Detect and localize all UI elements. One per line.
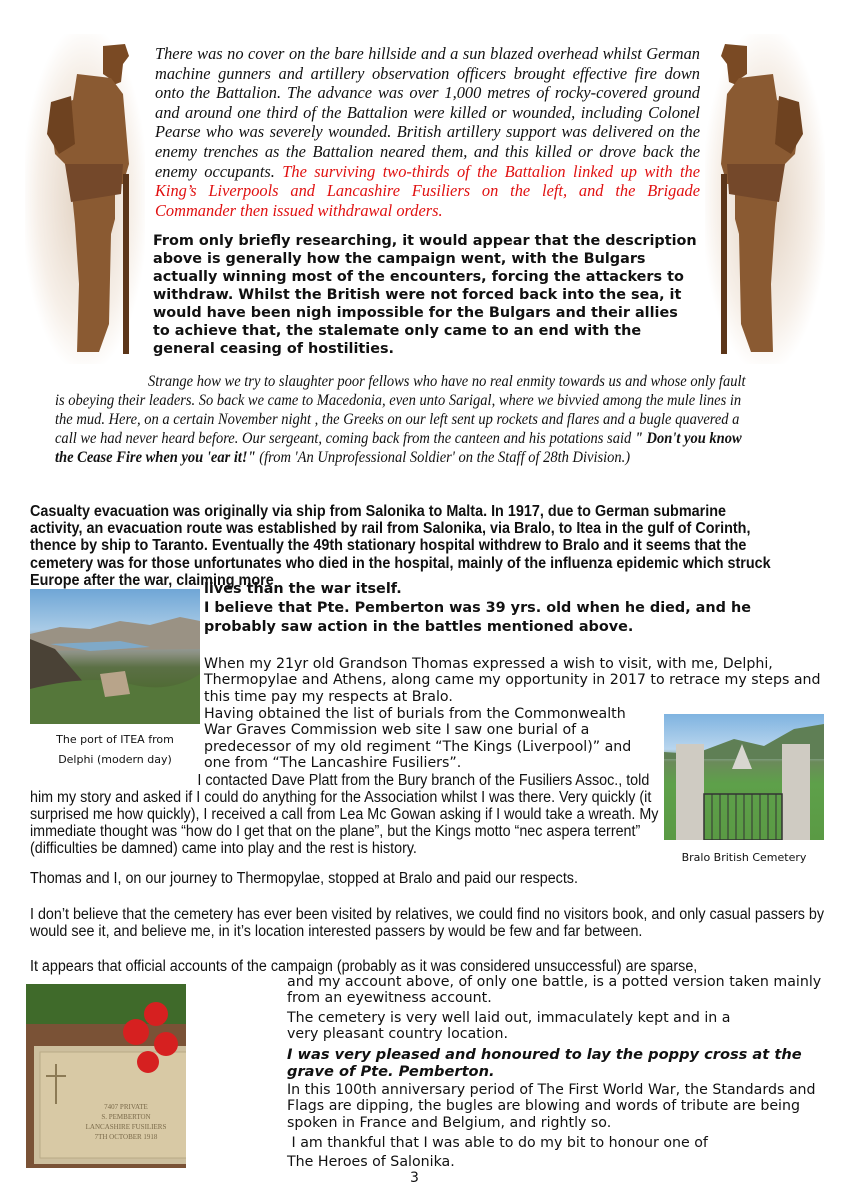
cwgc-paragraph: Having obtained the list of burials from the Commonwealth War Graves Commission web site I saw one burial of a predecessor of my old regiment “The Kings (Liverpool)” and one from “The Lancashire Fusiliers”. (204, 706, 632, 772)
soldier-silhouette-icon (25, 34, 145, 364)
battle-account-quote (155, 44, 700, 220)
soldier-silhouette-icon (705, 34, 825, 364)
visit-paragraph: When my 21yr old Grandson Thomas expressed a wish to visit, with me, Delphi, Thermopylae and Athens, along came my opportunity in 2017 to retrace my steps and this time pay my respects at Bralo. (204, 656, 821, 705)
quote-bold-phrase: " Don't you know the Cease Fire when you 'ear it!" (55, 430, 742, 466)
quote-source: (from 'An Unprofessional Soldier' on the Staff of 28th Division.) (255, 449, 631, 466)
bralo-cemetery-photo (664, 714, 824, 840)
accounts-paragraph-line1: It appears that official accounts of the campaign (probably as it was considered unsuccessful) are sparse, (30, 958, 698, 975)
journey-paragraph: Thomas and I, on our journey to Thermopylae, stopped at Bralo and paid our respects. (30, 870, 578, 887)
cemetery-gate-icon (664, 714, 824, 840)
contact-paragraph (30, 772, 672, 857)
pemberton-age-note: I believe that Pte. Pemberton was 39 yrs. old when he died, and he probably saw action in the battles mentioned above. (204, 600, 751, 635)
accounts-paragraph-rest: and my account above, of only one battle, is a potted version taken mainly from an eyewitness account. (287, 974, 822, 1007)
anniversary-paragraph: In this 100th anniversary period of The First World War, the Standards and Flags are dipping, the bugles are blowing and words of tribute are being spoken in France and Belgium, and rightly so. (287, 1082, 816, 1131)
quote-text: Strange how we try to slaughter poor fellows who have no real enmity towards us and whose only fault is obeying their leaders. So back we came to Macedonia, even unto Sarigal, where we bivvied among the mule lines in the mud. Here, on a certain November night , the Greeks on our left sent up rockets and flares and a bugle quavered a call we had never heard before. Our sergeant, coming back from the canteen and his potations said (55, 373, 746, 447)
thankful-line: I am thankful that I was able to do my bit to honour one of (287, 1135, 708, 1151)
inscription-line: S. PEMBERTON (101, 1113, 151, 1121)
inscription-line: 7TH OCTOBER 1918 (94, 1133, 158, 1141)
caption-line: Delphi (modern day) (58, 753, 172, 766)
page-number: 3 (410, 1170, 419, 1186)
soldier-statue-image-right (705, 34, 825, 364)
headstone-inscription (76, 1102, 176, 1142)
pemberton-grave-photo (26, 984, 186, 1168)
landscape-icon (30, 589, 200, 724)
cemetery-paragraph: The cemetery is very well laid out, immaculately kept and in a very pleasant country location. (287, 1010, 731, 1043)
unprofessional-soldier-quote (55, 372, 748, 467)
research-opinion-paragraph: From only briefly researching, it would appear that the description above is generally how the campaign went, with the Bulgars actually winning most of the encounters, forcing the attackers to withdraw. Whilst the British were not forced back into the sea, it would have been nigh impossible for the Bulgars and their allies to achieve that, the stalemate only came to an end with the general ceasing of hostilities. (153, 233, 697, 357)
caption-line: The port of ITEA from (56, 733, 174, 746)
casualty-evacuation-paragraph: Casualty evacuation was originally via ship from Salonika to Malta. In 1917, due to German submarine activity, an evacuation route was established by rail from Salonika, via Bralo, to Itea in the gulf of Corinth, thence by ship to Taranto. Eventually the 49th stationary hospital withdrew to Bralo and it seems that the cemetery was for those unfortunates who died in the hospital, mainly of the influenza epidemic which struck Europe after the war, claiming more (30, 503, 771, 589)
bralo-photo-caption: Bralo British Cemetery (681, 851, 807, 864)
itea-port-photo (30, 589, 200, 724)
casualty-paragraph-end: lives than the war itself. (204, 581, 402, 597)
itea-photo-caption (30, 730, 200, 770)
contact-text: I contacted Dave Platt from the Bury branch of the Fusiliers Assoc., told him my story and asked if I could do anything for the Association whilst I was there. Very quickly (it surprised me how quickly), I received a call from Lea Mc Gowan asking if I would take a wreath. My immediate thought was “how do I get that on the plane”, but the Kings motto “nec aspera terrent” (difficulties be damned) came into play and the rest is history. (30, 772, 659, 857)
visitors-paragraph: I don’t believe that the cemetery has ever been visited by relatives, we could find no visitors book, and only casual passers by would see it, and believe me, in it’s location interested passers by would be few and far between. (30, 906, 825, 940)
inscription-line: LANCASHIRE FUSILIERS (85, 1123, 167, 1131)
honour-paragraph: I was very pleased and honoured to lay the poppy cross at the grave of Pte. Pemberton. (287, 1046, 802, 1080)
soldier-statue-image-left (25, 34, 145, 364)
inscription-line: 7407 PRIVATE (104, 1103, 148, 1111)
battle-account-text: There was no cover on the bare hillside and a sun blazed overhead whilst German machine gunners and artillery observation officers brought effective fire down onto the Battalion. The advance was over 1,000 metres of rocky-covered ground and around one third of the Battalion were killed or wounded, including Colonel Pearse who was severely wounded. British artillery support was delivered on the enemy trenches as the Battalion neared them, and this killed or drove back the enemy occupants. (155, 44, 700, 181)
battle-account-highlight: The surviving two-thirds of the Battalion linked up with the King’s Liverpools and Lancashire Fusiliers on the left, and the Brigade Commander then issued withdrawal orders. (155, 161, 701, 220)
heroes-line: The Heroes of Salonika. (287, 1154, 455, 1170)
